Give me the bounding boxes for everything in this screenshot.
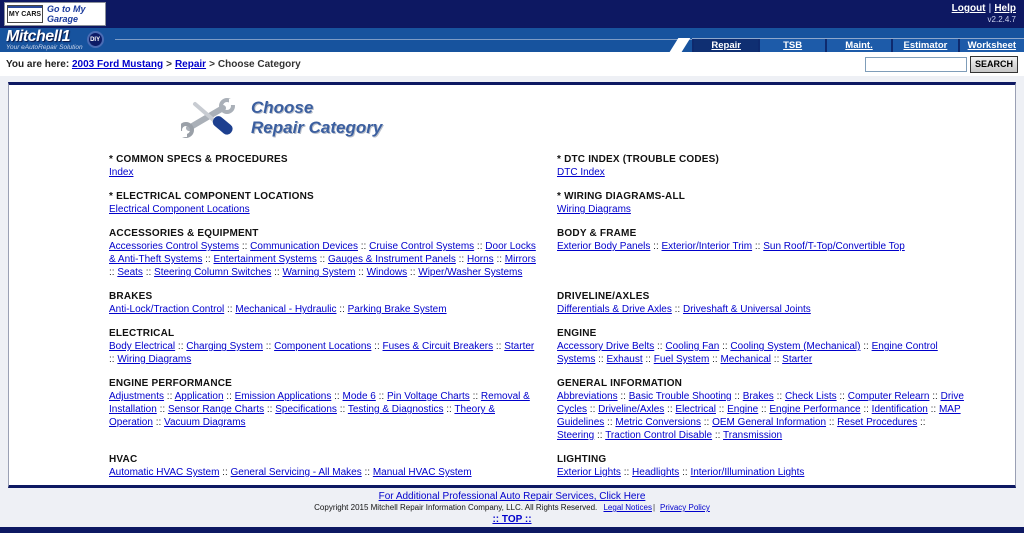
category-cell	[109, 227, 557, 279]
page-header	[181, 95, 1015, 141]
tab-worksheet[interactable]: Worksheet	[960, 39, 1024, 52]
category-cell	[109, 190, 557, 216]
additional-services-link[interactable]: For Additional Professional Auto Repair Services, Click Here	[378, 491, 646, 502]
category-link[interactable]: Engine Control Systems	[557, 341, 938, 365]
category-link[interactable]: Starter	[782, 354, 813, 365]
category-link[interactable]: Mode 6	[342, 391, 376, 402]
category-heading: ACCESSORIES & EQUIPMENT	[109, 228, 259, 239]
link-separator: ::	[679, 467, 691, 478]
license-plate-icon	[7, 5, 43, 23]
link-separator: ::	[264, 404, 276, 415]
page-title-line1: Choose	[251, 98, 314, 117]
search-button[interactable]: SEARCH	[970, 56, 1018, 73]
breadcrumb-item: Choose Category	[217, 58, 301, 70]
category-cell	[557, 453, 981, 479]
link-separator: ::	[719, 341, 731, 352]
category-link[interactable]: Headlights	[632, 467, 680, 478]
link-separator: ::	[407, 267, 419, 278]
category-link[interactable]: Transmission	[723, 430, 783, 441]
link-separator: ::	[620, 467, 633, 478]
category-link[interactable]: Wiper/Washer Systems	[418, 267, 523, 278]
link-separator: ::	[371, 341, 383, 352]
category-link[interactable]: DTC Index	[557, 167, 605, 178]
link-separator: ::	[595, 354, 607, 365]
category-link[interactable]: Specifications	[275, 404, 337, 415]
category-heading: LIGHTING	[557, 454, 607, 465]
link-separator: ::	[654, 341, 666, 352]
category-link[interactable]: General Servicing - All Makes	[230, 467, 362, 478]
category-link[interactable]: Door Locks & Anti-Theft Systems	[109, 241, 536, 265]
category-link[interactable]: Exterior/Interior Trim	[661, 241, 753, 252]
category-heading: DRIVELINE/AXLES	[557, 291, 650, 302]
category-cell	[557, 190, 981, 216]
link-separator: ::	[175, 341, 187, 352]
tab-repair[interactable]: Repair	[694, 39, 758, 52]
category-heading: * ELECTRICAL COMPONENT LOCATIONS	[109, 191, 314, 202]
category-link[interactable]: Gauges & Instrument Panels	[328, 254, 456, 265]
category-link[interactable]: Wiring Diagrams	[117, 354, 192, 365]
link-separator: ::	[493, 341, 505, 352]
category-cell	[557, 227, 981, 279]
diy-badge: DIY	[87, 31, 104, 48]
category-link[interactable]: Steering Column Switches	[154, 267, 272, 278]
category-link[interactable]: Component Locations	[274, 341, 372, 352]
link-separator: ::	[142, 267, 155, 278]
category-link[interactable]: Cooling System (Mechanical)	[730, 341, 861, 352]
category-link[interactable]: Theory & Operation	[109, 404, 495, 428]
category-link[interactable]: Removal & Installation	[109, 391, 530, 415]
category-link[interactable]: Emission Applications	[234, 391, 332, 402]
link-separator: ::	[773, 391, 785, 402]
link-separator: ::	[164, 391, 175, 402]
breadcrumb-separator: >	[209, 58, 215, 70]
plate-label: MY CARS	[8, 11, 42, 18]
category-link[interactable]: Sun Roof/T-Top/Convertible Top	[763, 241, 905, 252]
link-separator: ::	[109, 354, 118, 365]
tab-bar	[692, 38, 1024, 52]
category-link[interactable]: Exterior Body Panels	[557, 241, 651, 252]
category-link[interactable]: Driveshaft & Universal Joints	[682, 304, 811, 315]
link-separator: ::	[731, 391, 743, 402]
category-link[interactable]: Sensor Range Charts	[167, 404, 265, 415]
bottom-bar	[0, 527, 1024, 533]
tab-maint[interactable]: Maint.	[827, 39, 891, 52]
category-link[interactable]: Starter	[504, 341, 535, 352]
link-separator: ::	[752, 241, 764, 252]
tab-tsb[interactable]: TSB	[760, 39, 824, 52]
breadcrumb-item[interactable]: Repair	[174, 58, 207, 70]
category-link[interactable]: Brakes	[742, 391, 774, 402]
breadcrumb	[6, 59, 301, 70]
link-separator: ::	[917, 417, 926, 428]
help-link[interactable]: Help	[994, 3, 1016, 14]
category-link[interactable]: OEM General Information	[712, 417, 827, 428]
category-cell	[109, 327, 557, 366]
category-heading: * WIRING DIAGRAMS-ALL	[557, 191, 686, 202]
category-heading: BODY & FRAME	[557, 228, 637, 239]
link-separator: ::	[860, 341, 872, 352]
category-heading: * COMMON SPECS & PROCEDURES	[109, 154, 288, 165]
category-link[interactable]: Steering	[557, 430, 595, 441]
main-panel	[8, 82, 1016, 488]
category-link[interactable]: Accessory Drive Belts	[557, 341, 655, 352]
category-link[interactable]: Vacuum Diagrams	[164, 417, 246, 428]
link-separator: ::	[443, 404, 455, 415]
category-heading: ENGINE PERFORMANCE	[109, 378, 233, 389]
garage-label: Go to My Garage	[47, 4, 86, 24]
link-separator: ::	[316, 254, 328, 265]
link-separator: ::	[156, 404, 168, 415]
link-separator: ::	[617, 391, 629, 402]
category-cell	[109, 153, 557, 179]
link-separator: ::	[239, 241, 251, 252]
category-link[interactable]: Driveline/Axles	[598, 404, 665, 415]
link-separator: ::	[109, 267, 118, 278]
category-link[interactable]: Traction Control Disable	[605, 430, 713, 441]
category-heading: ELECTRICAL	[109, 328, 175, 339]
version-label: v2.2.4.7	[987, 15, 1016, 24]
link-separator: ::	[709, 354, 721, 365]
category-link[interactable]: Electrical Component Locations	[109, 204, 250, 215]
tab-estimator[interactable]: Estimator	[893, 39, 957, 52]
category-link[interactable]: Wiring Diagrams	[557, 204, 631, 215]
brand-nav-bar	[0, 28, 1024, 52]
link-separator: ::	[771, 354, 783, 365]
category-link[interactable]: Anti-Lock/Traction Control	[109, 304, 225, 315]
link-separator: ::	[152, 417, 165, 428]
category-link[interactable]: Abbreviations	[557, 391, 618, 402]
my-garage-button[interactable]	[4, 2, 106, 26]
link-separator: ::	[271, 267, 283, 278]
link-separator: ::	[927, 404, 939, 415]
category-link[interactable]: Cruise Control Systems	[369, 241, 475, 252]
category-link[interactable]: Body Electrical	[109, 341, 176, 352]
category-link[interactable]: Testing & Diagnostics	[347, 404, 444, 415]
category-link[interactable]: Windows	[366, 267, 408, 278]
link-separator: ::	[219, 467, 231, 478]
crossed-tools-icon	[181, 95, 239, 141]
link-separator: ::	[223, 391, 235, 402]
page-title-line2: Repair Category	[251, 118, 383, 137]
link-separator: ::	[712, 430, 724, 441]
link-separator: ::	[202, 254, 214, 265]
category-cell	[109, 453, 557, 479]
logout-link[interactable]: Logout	[951, 3, 986, 14]
category-link[interactable]: Communication Devices	[250, 241, 358, 252]
link-separator: ::	[700, 417, 713, 428]
category-link[interactable]: Warning System	[282, 267, 356, 278]
diagonal-slash-decoration	[670, 38, 691, 52]
category-cell	[557, 327, 981, 366]
category-heading: * DTC INDEX (TROUBLE CODES)	[557, 154, 720, 165]
category-cell	[109, 377, 557, 442]
category-cell	[557, 290, 981, 316]
category-link[interactable]: Index	[109, 167, 134, 178]
link-separator: ::	[355, 267, 367, 278]
category-heading: HVAC	[109, 454, 138, 465]
footer	[0, 488, 1024, 525]
page-title	[251, 98, 382, 138]
brand-name: Mitchell1	[6, 28, 70, 45]
category-link[interactable]: Exhaust	[606, 354, 643, 365]
category-link[interactable]: MAP Guidelines	[557, 404, 961, 428]
legal-notices-link[interactable]: Legal Notices	[603, 503, 652, 512]
category-link[interactable]: Fuel System	[653, 354, 710, 365]
link-separator: ::	[375, 391, 387, 402]
link-separator: ::	[331, 391, 343, 402]
category-link[interactable]: Interior/Illumination Lights	[690, 467, 805, 478]
category-link[interactable]: Fuses & Circuit Breakers	[382, 341, 494, 352]
category-link[interactable]: Exterior Lights	[557, 467, 621, 478]
category-cell	[109, 290, 557, 316]
link-separator: ::	[604, 417, 616, 428]
category-link[interactable]: Metric Conversions	[615, 417, 701, 428]
category-link[interactable]: Identification	[871, 404, 928, 415]
category-link[interactable]: Cooling Fan	[665, 341, 720, 352]
category-link[interactable]: Computer Relearn	[847, 391, 930, 402]
link-separator: ::	[664, 404, 676, 415]
category-link[interactable]: Entertainment Systems	[213, 254, 317, 265]
top-bar	[0, 0, 1024, 28]
category-list	[109, 153, 981, 488]
category-link[interactable]: Horns	[466, 254, 494, 265]
category-link[interactable]: Mechanical - Hydraulic	[235, 304, 337, 315]
link-separator: ::	[826, 417, 838, 428]
breadcrumb-prefix: You are here:	[6, 58, 72, 70]
brand-tagline: Your eAutoRepair Solution	[6, 44, 83, 51]
link-separator: ::	[336, 304, 348, 315]
category-link[interactable]: Check Lists	[784, 391, 837, 402]
link-separator: ::	[336, 404, 348, 415]
copyright-text: Copyright 2015 Mitchell Repair Information Company, LLC. All Rights Reserved.	[314, 503, 598, 512]
link-separator: ::	[671, 304, 683, 315]
category-heading: BRAKES	[109, 291, 153, 302]
breadcrumb-item[interactable]: 2003 Ford Mustang	[71, 58, 164, 70]
link-separator: ::	[594, 430, 606, 441]
link-separator: ::	[262, 341, 275, 352]
search-input[interactable]	[865, 57, 967, 72]
search-box	[865, 56, 1018, 73]
category-link[interactable]: Charging System	[186, 341, 263, 352]
top-right-links	[952, 3, 1016, 24]
category-link[interactable]: Engine	[727, 404, 759, 415]
category-link[interactable]: Basic Trouble Shooting	[628, 391, 732, 402]
link-separator: ::	[860, 404, 872, 415]
category-link[interactable]: Reset Procedures	[837, 417, 918, 428]
links-divider: |	[988, 3, 992, 14]
top-anchor-link[interactable]: :: TOP ::	[492, 514, 532, 525]
category-link[interactable]: Parking Brake System	[347, 304, 447, 315]
link-separator: ::	[493, 254, 505, 265]
link-separator: ::	[474, 241, 486, 252]
link-separator: ::	[361, 467, 373, 478]
category-link[interactable]: Accessories Control Systems	[109, 241, 240, 252]
mitchell1-logo[interactable]	[6, 28, 104, 51]
category-link[interactable]: Differentials & Drive Axles	[557, 304, 672, 315]
category-link[interactable]: Drive Cycles	[557, 391, 964, 415]
link-separator: ::	[836, 391, 848, 402]
category-link[interactable]: Engine Performance	[769, 404, 861, 415]
nav-divider-line	[115, 39, 732, 40]
link-separator: ::	[758, 404, 770, 415]
category-heading: ENGINE	[557, 328, 597, 339]
link-separator: ::	[224, 304, 236, 315]
category-link[interactable]: Pin Voltage Charts	[386, 391, 470, 402]
category-link[interactable]: Electrical	[675, 404, 716, 415]
category-link[interactable]: Mechanical	[720, 354, 772, 365]
link-separator: ::	[469, 391, 481, 402]
category-link[interactable]: Manual HVAC System	[372, 467, 472, 478]
privacy-policy-link[interactable]: Privacy Policy	[660, 503, 710, 512]
link-separator: ::	[455, 254, 467, 265]
footer-divider: |	[652, 503, 656, 512]
category-link[interactable]: Adjustments	[109, 391, 165, 402]
breadcrumb-row	[0, 52, 1024, 76]
category-link[interactable]: Seats	[117, 267, 143, 278]
link-separator: ::	[642, 354, 654, 365]
category-cell	[557, 377, 981, 442]
link-separator: ::	[650, 241, 662, 252]
category-cell	[557, 153, 981, 179]
link-separator: ::	[358, 241, 370, 252]
link-separator: ::	[715, 404, 728, 415]
category-link[interactable]: Automatic HVAC System	[109, 467, 220, 478]
category-link[interactable]: Application	[174, 391, 224, 402]
link-separator: ::	[929, 391, 941, 402]
link-separator: ::	[587, 404, 599, 415]
category-link[interactable]: Mirrors	[504, 254, 536, 265]
category-heading: GENERAL INFORMATION	[557, 378, 683, 389]
breadcrumb-separator: >	[166, 58, 172, 70]
